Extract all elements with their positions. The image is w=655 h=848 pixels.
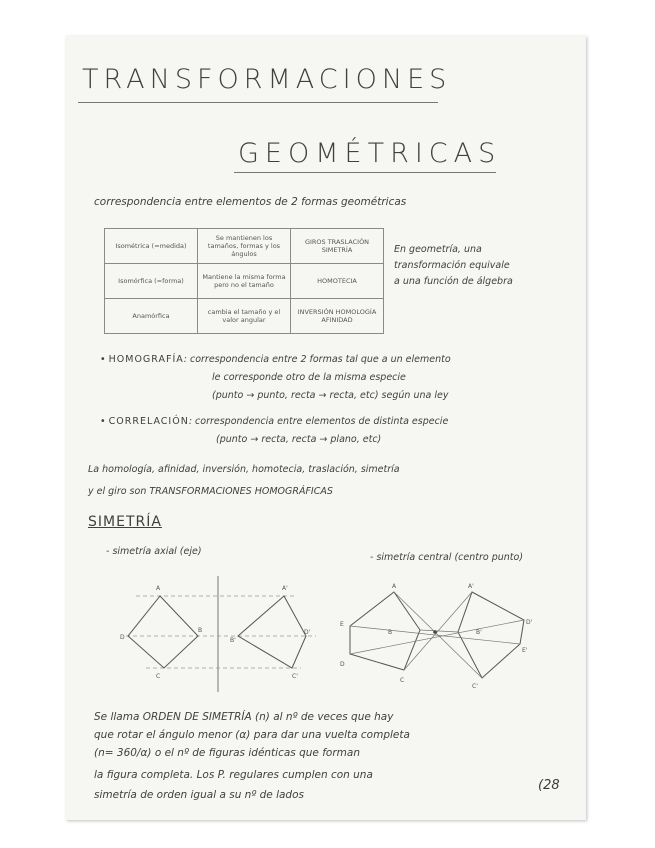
intro-text: correspondencia entre elementos de 2 formas geométricas: [94, 196, 407, 208]
label-c1: C': [292, 673, 298, 680]
label-b: B: [388, 629, 393, 636]
table-cell: GIROS TRASLACIÓN SIMETRÍA: [291, 229, 384, 264]
title-underline-2: [234, 172, 496, 173]
correlacion-line-2: (punto → recta, recta → plano, etc): [216, 434, 382, 445]
original-shape: [128, 596, 198, 668]
bullet: •: [100, 354, 109, 365]
label-d: D: [340, 661, 345, 668]
label-b: B: [198, 627, 203, 634]
table-cell: Isomórfica (=forma): [105, 264, 198, 299]
table-cell: HOMOTECIA: [291, 264, 384, 299]
label-a1: A': [468, 583, 474, 590]
label-b1: B': [476, 629, 482, 636]
closing-line-2: que rotar el ángulo menor (α) para dar una vuelta completa: [94, 729, 410, 741]
closing-line-3: (n= 360/α) o el nº de figuras idénticas que forman: [94, 747, 360, 759]
summary-line-1: La homología, afinidad, inversión, homotecia, traslación, simetría: [88, 464, 400, 475]
original-shape: [350, 592, 420, 670]
table-cell: Isométrica (=medida): [105, 229, 198, 264]
title-underline-1: [78, 102, 438, 103]
correlacion-line-1: : correspondencia entre elementos de distinta especie: [188, 416, 449, 427]
table-row: [105, 264, 384, 299]
label-d1: D': [526, 619, 533, 626]
title-line-1: TRANSFORMACIONES: [82, 64, 452, 95]
table-cell: INVERSIÓN HOMOLOGÍA AFINIDAD: [291, 299, 384, 334]
rotated-shape: [458, 592, 524, 678]
homografia-line-2: le corresponde otro de la misma especie: [212, 372, 406, 383]
bullet: •: [100, 416, 109, 427]
summary-line-2: y el giro son TRANSFORMACIONES HOMOGRÁFICAS: [88, 486, 333, 497]
transformation-types-table: [104, 228, 384, 334]
table-cell: Se mantienen los tamaños, formas y los ángulos: [198, 229, 291, 264]
homografia-term: HOMOGRAFÍA: [108, 354, 184, 365]
label-c: C: [156, 673, 161, 680]
construction-line: [350, 620, 524, 654]
label-b1: B': [230, 637, 236, 644]
closing-line-1: Se llama ORDEN DE SIMETRÍA (n) al nº de veces que hay: [94, 711, 394, 723]
homografia-line-3: (punto → punto, recta → recta, etc) según una ley: [212, 390, 449, 401]
label-a: A: [392, 583, 397, 590]
center-point: [433, 630, 437, 634]
closing-line-5: simetría de orden igual a su nº de lados: [94, 789, 304, 801]
simetria-axial-label: - simetría axial (eje): [106, 546, 202, 557]
label-a: A: [156, 585, 161, 592]
label-d: D: [120, 634, 125, 641]
closing-line-4: la figura completa. Los P. regulares cumplen con una: [94, 769, 373, 781]
label-e1: E': [522, 647, 528, 654]
construction-line: [350, 626, 520, 644]
notebook-page: [66, 36, 586, 820]
homografia-block: [100, 354, 451, 365]
table-cell: cambia el tamaño y el valor angular: [198, 299, 291, 334]
homografia-line-1: : correspondencia entre 2 formas tal que a un elemento: [183, 354, 451, 365]
label-a1: A': [282, 585, 288, 592]
central-symmetry-figure: [336, 582, 546, 692]
simetria-heading: SIMETRÍA: [88, 514, 162, 530]
table-row: [105, 299, 384, 334]
title-line-2: GEOMÉTRICAS: [238, 138, 502, 169]
axial-symmetry-figure: [106, 576, 326, 694]
label-e: E: [340, 621, 344, 628]
label-c: C: [400, 677, 405, 684]
table-row: [105, 229, 384, 264]
label-c1: C': [472, 683, 478, 690]
label-d1: D': [304, 629, 311, 636]
simetria-central-label: - simetría central (centro punto): [370, 552, 524, 563]
table-cell: Anamórfica: [105, 299, 198, 334]
page-number: (28: [538, 778, 560, 793]
correlacion-term: CORRELACIÓN: [108, 416, 189, 427]
table-cell: Mantiene la misma forma pero no el tamaño: [198, 264, 291, 299]
side-note: En geometría, una transformación equivale a una función de álgebra: [394, 244, 513, 287]
correlacion-block: [100, 416, 448, 427]
reflected-shape: [238, 596, 306, 668]
